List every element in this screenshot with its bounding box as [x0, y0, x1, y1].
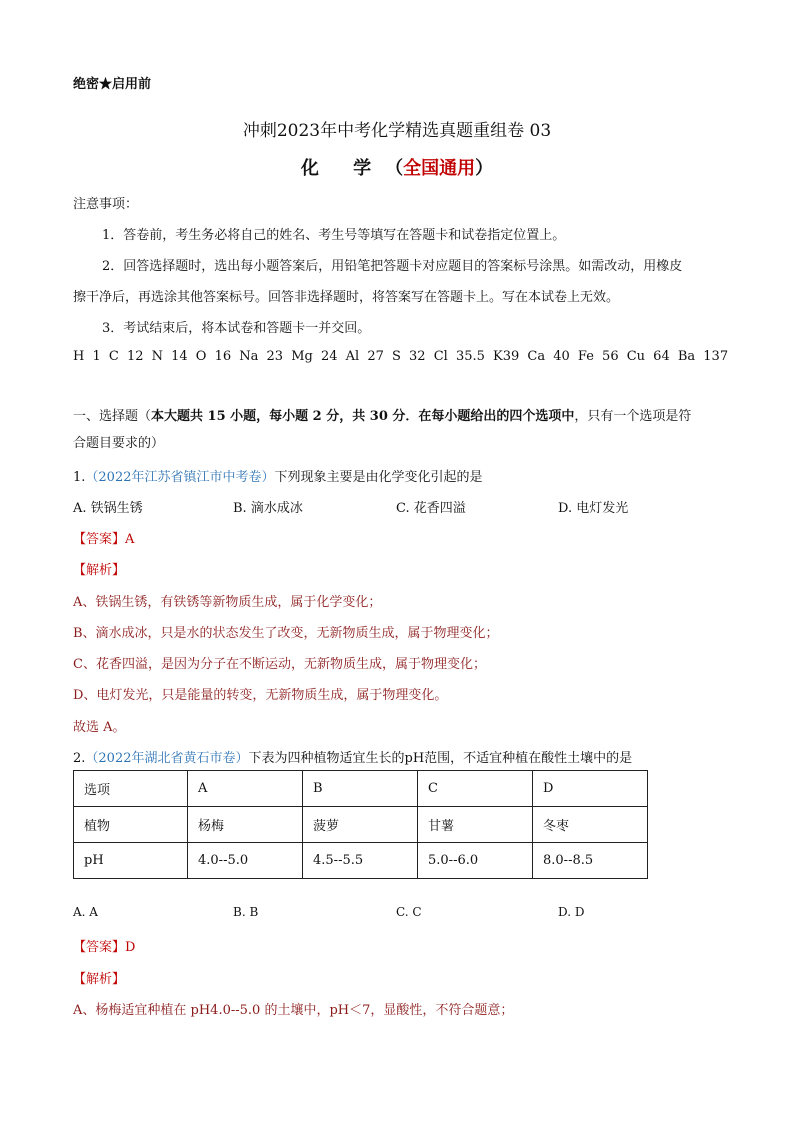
q2-stem: [73, 747, 632, 766]
q1-option-a: A. 铁锅生锈: [73, 501, 143, 516]
q2-option-a: A. A: [73, 905, 98, 919]
q1-text: 下列现象主要是由化学变化引起的是: [274, 470, 483, 485]
q1-analysis-label: 【解析】: [73, 563, 126, 578]
ph-table: [73, 770, 648, 879]
table-cell: 甘薯: [418, 807, 533, 843]
table-cell: 菠萝: [303, 807, 418, 843]
notice-item: 3．考试结束后，将本试卷和答题卡一并交回。: [102, 321, 371, 336]
q2-source: （2022年湖北省黄石市卷）: [85, 751, 249, 766]
q1-conclusion: 故选 A。: [73, 720, 126, 735]
paper-subject: [0, 154, 794, 180]
q2-option-c: C. C: [396, 905, 422, 919]
notice-item: 1．答卷前，考生务必将自己的姓名、考生号等填写在答题卡和试卷指定位置上。: [102, 228, 566, 243]
q1-option-c: C. 花香四溢: [396, 501, 466, 516]
table-cell: D: [533, 771, 648, 807]
section-heading-c: 四个选项中: [509, 409, 575, 424]
q2-option-d: D. D: [558, 905, 585, 919]
section-heading-cont: 合题目要求的）: [73, 436, 165, 451]
q1-option-b: B. 滴水成冰: [233, 501, 303, 516]
subject-name: 化 学: [300, 158, 386, 179]
q2-number: 2.: [73, 751, 86, 766]
table-cell: A: [188, 771, 303, 807]
table-row: [74, 843, 648, 879]
q1-answer: 【答案】A: [73, 532, 135, 547]
atomic-masses: H 1 C 12 N 14 O 16 Na 23 Mg 24 Al 27 S 32 Cl 35.5 K39 Ca 40 Fe 56 Cu 64 Ba 137: [73, 349, 729, 364]
q2-analysis-line: A、杨梅适宜种植在 pH4.0--5.0 的土壤中，pH＜7，显酸性，不符合题意；: [73, 1003, 514, 1018]
q1-number: 1.: [73, 470, 86, 485]
section-heading: [73, 405, 691, 424]
q1-analysis-line: B、滴水成冰，只是水的状态发生了改变，无新物质生成，属于物理变化；: [73, 626, 499, 641]
table-cell: C: [418, 771, 533, 807]
q1-stem: [73, 466, 483, 485]
q2-answer: 【答案】D: [73, 940, 136, 955]
q2-option-b: B. B: [233, 905, 259, 919]
table-cell: 5.0--6.0: [418, 843, 533, 879]
table-cell: 植物: [74, 807, 188, 843]
subject-paren-open: （: [385, 158, 404, 179]
table-cell: 冬枣: [533, 807, 648, 843]
table-cell: 杨梅: [188, 807, 303, 843]
table-cell: 8.0--8.5: [533, 843, 648, 879]
q1-analysis-line: C、花香四溢，是因为分子在不断运动，无新物质生成，属于物理变化；: [73, 657, 486, 672]
notice-item: 擦干净后，再选涂其他答案标号。回答非选择题时，将答案写在答题卡上。写在本试卷上无效。: [73, 290, 620, 305]
table-cell: 4.0--5.0: [188, 843, 303, 879]
paper-title: 冲刺2023年中考化学精选真题重组卷 03: [242, 121, 552, 141]
notice-item: 2．回答选择题时，选出每小题答案后，用铅笔把答题卡对应题目的答案标号涂黑。如需改动，用橡皮: [102, 259, 683, 274]
table-cell: 选项: [74, 771, 188, 807]
q1-analysis-line: D、电灯发光，只是能量的转变，无新物质生成，属于物理变化。: [73, 688, 448, 703]
q1-source: （2022年江苏省镇江市中考卷）: [85, 470, 275, 485]
table-cell: B: [303, 771, 418, 807]
q1-analysis-line: A、铁锅生锈，有铁锈等新物质生成，属于化学变化；: [73, 595, 382, 610]
table-row: [74, 807, 648, 843]
q2-analysis-label: 【解析】: [73, 972, 126, 987]
section-heading-a: 一、选择题（: [73, 409, 152, 424]
subject-paren-close: ）: [475, 158, 494, 179]
q1-option-d: D. 电灯发光: [558, 501, 629, 516]
section-heading-d: ，只有一个选项是符: [574, 409, 692, 424]
section-heading-b: 本大题共 15 小题，每小题 2 分，共 30 分．在每小题给出的: [151, 409, 510, 424]
notice-heading: 注意事项：: [73, 197, 139, 212]
table-cell: pH: [74, 843, 188, 879]
table-cell: 4.5--5.5: [303, 843, 418, 879]
subject-region: 全国通用: [403, 158, 476, 179]
q2-text: 下表为四种植物适宜生长的pH范围，不适宜种植在酸性土壤中的是: [248, 751, 633, 766]
confidential-mark: 绝密★启用前: [73, 77, 152, 92]
table-row: [74, 771, 648, 807]
